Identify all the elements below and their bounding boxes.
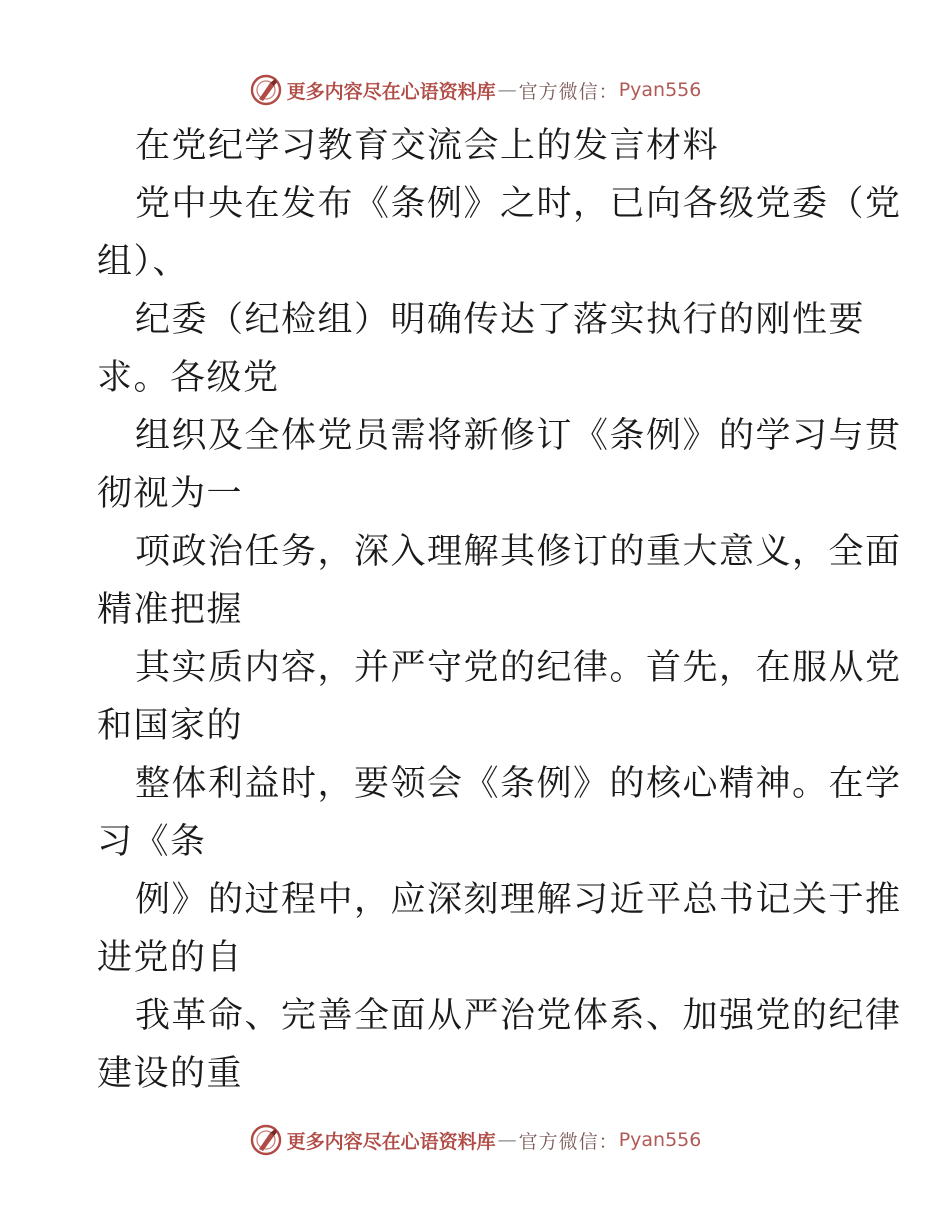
- pen-nib-logo-icon: [249, 73, 283, 107]
- banner-wechat-id: Pyan556: [618, 1129, 702, 1151]
- paragraph-line: 项政治任务，深入理解其修订的重大意义，全面: [135, 532, 902, 572]
- banner-separator: —: [497, 1129, 517, 1151]
- paragraph-line: 整体利益时，要领会《条例》的核心精神。在学: [135, 764, 902, 804]
- document-title: 在党纪学习教育交流会上的发言材料: [135, 126, 720, 166]
- paragraph-line: 彻视为一: [97, 474, 244, 514]
- paragraph-line: 建设的重: [97, 1054, 244, 1094]
- paragraph-line: 组织及全体党员需将新修订《条例》的学习与贯: [135, 416, 902, 456]
- paragraph-line: 例》的过程中，应深刻理解习近平总书记关于推: [135, 880, 902, 920]
- paragraph-line: 纪委（纪检组）明确传达了落实执行的刚性要: [135, 300, 866, 340]
- banner-brand-text: 更多内容尽在心语资料库: [286, 80, 496, 103]
- footer-banner: [0, 1120, 950, 1160]
- paragraph-line: 进党的自: [97, 938, 244, 978]
- paragraph-line: 习《条: [97, 822, 207, 862]
- paragraph-line: 我革命、完善全面从严治党体系、加强党的纪律: [135, 996, 902, 1036]
- banner-wechat-id: Pyan556: [618, 79, 702, 101]
- header-banner: [0, 70, 950, 110]
- paragraph-line: 和国家的: [97, 706, 244, 746]
- banner-wechat-label: 官方微信：: [518, 80, 619, 103]
- paragraph-line: 求。各级党: [97, 358, 280, 398]
- banner-wechat-label: 官方微信：: [518, 1130, 619, 1153]
- paragraph-line: 组）、: [97, 242, 190, 282]
- paragraph-line: 精准把握: [97, 590, 244, 630]
- document-body: [97, 117, 902, 1103]
- banner-brand-text: 更多内容尽在心语资料库: [286, 1130, 496, 1153]
- paragraph-line: 其实质内容，并严守党的纪律。首先，在服从党: [135, 648, 902, 688]
- banner-separator: —: [497, 79, 517, 101]
- paragraph-line: 党中央在发布《条例》之时，已向各级党委（党: [135, 184, 902, 224]
- pen-nib-logo-icon: [249, 1123, 283, 1157]
